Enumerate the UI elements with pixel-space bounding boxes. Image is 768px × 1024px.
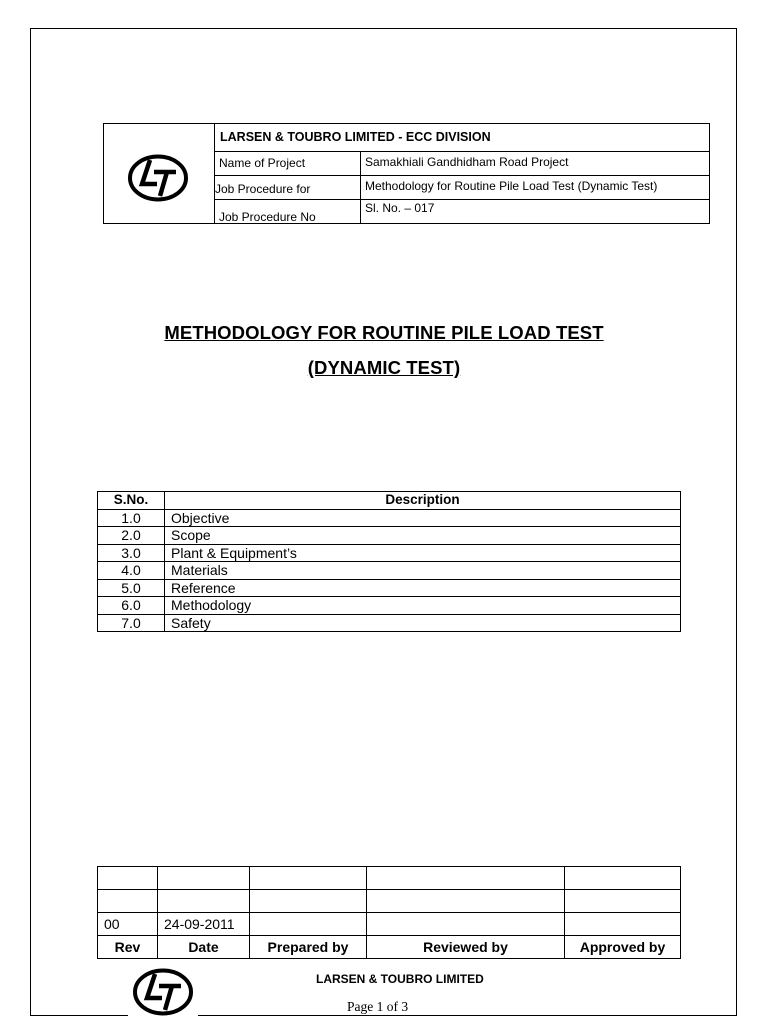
- document-title-line2: (DYNAMIC TEST): [307, 357, 461, 378]
- table-row: [98, 597, 681, 615]
- footer-logo: [128, 960, 198, 1024]
- reviewed-cell: [367, 913, 565, 936]
- prepared-cell: [250, 867, 367, 890]
- procedure-label: Job Procedure for: [215, 182, 311, 196]
- lt-logo-icon: [132, 968, 194, 1016]
- footer-company: LARSEN & TOUBRO LIMITED: [316, 972, 484, 986]
- document-title-line1: METHODOLOGY FOR ROUTINE PILE LOAD TEST: [164, 322, 604, 343]
- description-cell: Reference: [165, 579, 681, 597]
- header-company-row: [215, 124, 709, 152]
- revision-row: [98, 867, 681, 890]
- rev-label: Rev: [98, 936, 158, 959]
- sno-cell: 4.0: [98, 562, 165, 580]
- header-row-project: [215, 152, 709, 176]
- description-header: Description: [165, 492, 681, 510]
- description-cell: Plant & Equipment’s: [165, 544, 681, 562]
- header-table: [103, 123, 710, 224]
- header-row-procedure-no: [215, 200, 709, 224]
- rev-cell: [98, 890, 158, 913]
- contents-header-row: [98, 492, 681, 510]
- page-number: Page 1 of 3: [347, 999, 409, 1014]
- prepared-cell: [250, 890, 367, 913]
- prepared-cell: [250, 913, 367, 936]
- date-cell: 24-09-2011: [158, 913, 250, 936]
- reviewed-cell: [367, 890, 565, 913]
- sno-cell: 2.0: [98, 527, 165, 545]
- prepared-by-label: Prepared by: [250, 936, 367, 959]
- project-value: Samakhiali Gandhidham Road Project: [360, 152, 709, 175]
- reviewed-by-label: Reviewed by: [367, 936, 565, 959]
- table-row: [98, 527, 681, 545]
- sno-cell: 7.0: [98, 614, 165, 632]
- date-label: Date: [158, 936, 250, 959]
- company-name: LARSEN & TOUBRO LIMITED - ECC DIVISION: [220, 130, 491, 144]
- sno-cell: 3.0: [98, 544, 165, 562]
- table-row: [98, 579, 681, 597]
- revision-table: [97, 866, 681, 959]
- table-row: [98, 614, 681, 632]
- table-row: [98, 562, 681, 580]
- revision-row: [98, 890, 681, 913]
- approved-cell: [565, 890, 681, 913]
- reviewed-cell: [367, 867, 565, 890]
- logo-cell: [104, 124, 215, 223]
- approved-cell: [565, 867, 681, 890]
- description-cell: Scope: [165, 527, 681, 545]
- description-cell: Materials: [165, 562, 681, 580]
- procedure-value: Methodology for Routine Pile Load Test (Dynamic Test): [360, 176, 709, 199]
- revision-label-row: [98, 936, 681, 959]
- date-cell: [158, 867, 250, 890]
- sno-cell: 6.0: [98, 597, 165, 615]
- table-row: [98, 509, 681, 527]
- description-cell: Methodology: [165, 597, 681, 615]
- contents-table: [97, 491, 681, 632]
- lt-logo-icon: [127, 154, 189, 202]
- sno-cell: 1.0: [98, 509, 165, 527]
- project-label: Name of Project: [219, 156, 306, 170]
- approved-cell: [565, 913, 681, 936]
- procedure-no-value: Sl. No. – 017: [360, 200, 709, 224]
- description-cell: Safety: [165, 614, 681, 632]
- sno-cell: 5.0: [98, 579, 165, 597]
- description-cell: Objective: [165, 509, 681, 527]
- rev-cell: 00: [98, 913, 158, 936]
- procedure-no-label: Job Procedure No: [219, 210, 316, 224]
- rev-cell: [98, 867, 158, 890]
- revision-row: [98, 913, 681, 936]
- table-row: [98, 544, 681, 562]
- header-row-procedure: [215, 176, 709, 200]
- approved-by-label: Approved by: [565, 936, 681, 959]
- date-cell: [158, 890, 250, 913]
- sno-header: S.No.: [98, 492, 165, 510]
